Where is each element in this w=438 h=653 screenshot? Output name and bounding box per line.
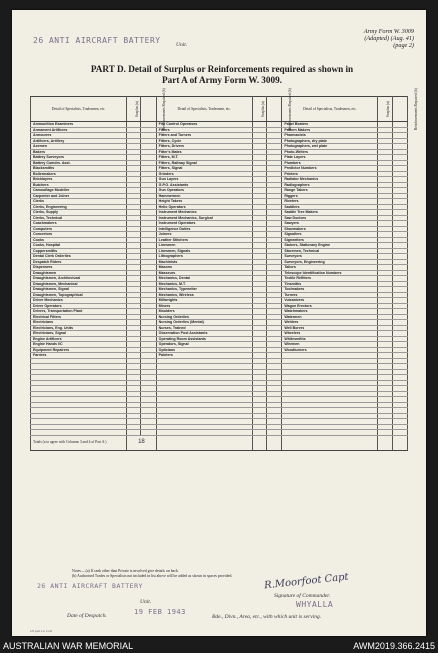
specialist-name: Bakers	[31, 149, 127, 155]
specialist-name: Welders	[282, 320, 378, 326]
header-surplus-2: Surplus (a)	[252, 97, 266, 122]
total-value: 18	[127, 435, 157, 450]
specialist-name: Joiners	[156, 232, 252, 238]
title-line2: Part A of Army Form W. 3009.	[162, 75, 282, 85]
specialist-name: Turners	[282, 292, 378, 298]
specialist-name: Panel Beaters	[282, 122, 378, 128]
specialist-name: Coppersmiths	[31, 248, 127, 254]
specialist-name: Opticians	[156, 347, 252, 353]
header-reinf-2: Reinforcements Required (b)	[267, 97, 282, 122]
header-spec-1: Detail of Specialists, Tradesmen, etc.	[31, 97, 127, 122]
specialist-name: Fitters	[156, 127, 252, 133]
specialist-name: Artificers, Artillery	[31, 138, 127, 144]
specialist-name: Electrical Fitters	[31, 314, 127, 320]
specialist-name: Observation Post Assistants	[156, 331, 252, 337]
specialist-name: Drivers, Transportation Plant	[31, 309, 127, 315]
form-title	[52, 64, 392, 85]
specialist-name: Intelligence Duties	[156, 226, 252, 232]
specialist-name: Despatch Riders	[31, 259, 127, 265]
specialist-name: Draughtsmen	[31, 270, 127, 276]
specialist-name: Moulders	[156, 309, 252, 315]
despatch-label: Date of Despatch.	[67, 613, 107, 619]
specialist-name: Wheelers	[282, 331, 378, 337]
specialist-name: Instrument Operators	[156, 221, 252, 227]
specialist-name: Linesmen	[156, 243, 252, 249]
specialist-name: Gun Operators	[156, 188, 252, 194]
specialist-name: Clerks, Supply	[31, 210, 127, 216]
specialist-name: Driver Mechanics	[31, 298, 127, 304]
specialist-name: Fitters, Drivers	[156, 144, 252, 150]
printer-mark: 123 pads a w. 11/41	[30, 630, 53, 633]
specialist-name: Mechanics, Typewriter	[156, 287, 252, 293]
specialist-name: Fitter's Mates	[156, 149, 252, 155]
form-sheet	[12, 10, 426, 636]
footer-institution: AUSTRALIAN WAR MEMORIAL	[3, 641, 134, 651]
specialist-name: Plumbers	[282, 160, 378, 166]
specialist-name: Tailors	[282, 265, 378, 271]
specialist-name: Grinders	[156, 171, 252, 177]
specialist-name: Armourers	[31, 133, 127, 139]
specialist-name: Painters	[156, 353, 252, 359]
form-ref-line3: (page 2)	[393, 42, 414, 49]
form-ref-line2: (Adapted) (Aug. 41)	[364, 35, 414, 42]
commander-signature: R.Moorfoot Capt	[263, 571, 350, 592]
specialists-table	[30, 88, 418, 451]
specialist-name: Textile Refitters	[282, 276, 378, 282]
specialist-name: Blacksmiths	[31, 166, 127, 172]
specialist-name: Photographers, wet plate	[282, 144, 378, 150]
specialist-name: Cooks	[31, 237, 127, 243]
signature-label: Signature of Commander.	[274, 593, 331, 599]
specialist-name: Engine Hands I/C	[31, 342, 127, 348]
specialist-name: Mechanics, M.T.	[156, 281, 252, 287]
specialist-name: Millwrights	[156, 298, 252, 304]
specialist-name: Battery Surveyors	[31, 155, 127, 161]
station-label: Bde., Divn., Area, etc., with which unit is serving.	[212, 614, 322, 620]
footer-accession: AWM2019.366.2415	[353, 641, 435, 651]
specialist-name: Dental Clerk Orderlies	[31, 254, 127, 260]
specialist-name: Range Takers	[282, 188, 378, 194]
header-spec-2: Detail of Specialists, Tradesmen, etc.	[156, 97, 252, 122]
specialist-name: Coachmakers	[31, 221, 127, 227]
specialist-name: Instrument Mechanics, Surgical	[156, 215, 252, 221]
specialist-name: Tinsmiths	[282, 281, 378, 287]
specialist-name: Ammunition Examiners	[31, 122, 127, 128]
specialist-name: Clerks, Engineering	[31, 204, 127, 210]
totals-cell	[252, 435, 266, 450]
specialist-name: Storemen, Technical	[282, 248, 378, 254]
specialist-name: Lithographers	[156, 254, 252, 260]
specialist-name: Leather Stitchers	[156, 237, 252, 243]
specialist-name: Shoemakers	[282, 226, 378, 232]
totals-cell	[392, 435, 407, 450]
specialist-name: Surveyors, Engineering	[282, 259, 378, 265]
specialist-name: Linesmen, Signals	[156, 248, 252, 254]
specialist-name: Sawyers	[282, 221, 378, 227]
specialist-name: Saw Doctors	[282, 215, 378, 221]
specialist-name: Photographers, dry plate	[282, 138, 378, 144]
specialist-name: Nursing Orderlies (Mental)	[156, 320, 252, 326]
station-stamp: WHYALLA	[296, 600, 334, 609]
totals-cell	[378, 435, 392, 450]
specialist-name: Machinists	[156, 259, 252, 265]
specialist-name: Watchmakers	[282, 309, 378, 315]
notes	[72, 569, 232, 579]
totals-cell	[282, 435, 378, 450]
note-a: Notes.—(a) If rank other than Private is involved give details on back.	[72, 569, 179, 573]
specialist-name: Wagon Erectors	[282, 303, 378, 309]
specialist-name: Fitters, Cycle	[156, 138, 252, 144]
specialist-name: Camouflage Modeller	[31, 188, 127, 194]
specialist-name: Masons	[156, 265, 252, 271]
specialist-name: Fitters, Railway Signal	[156, 160, 252, 166]
specialist-name: Pharmacists	[282, 133, 378, 139]
specialist-name: Woodturners	[282, 347, 378, 353]
note-b: (b) Authorised Trades or Specialists not included in list above will be added as shown in spaces provided.	[72, 574, 233, 578]
table-header-row	[31, 97, 408, 122]
unit-label: Unit.	[176, 42, 188, 48]
header-spec-3: Detail of Specialists, Tradesmen, etc.	[282, 97, 378, 122]
totals-cell	[267, 435, 282, 450]
specialist-name: Boilermakers	[31, 171, 127, 177]
form-ref-line1: Army Form W. 3009	[363, 28, 414, 35]
specialist-name: Photo-Writers	[282, 149, 378, 155]
specialist-name: Clerks, Technical	[31, 215, 127, 221]
specialist-name: Plate Layers	[282, 155, 378, 161]
specialist-name: Dispensers	[31, 265, 127, 271]
specialist-name: Armament Artificers	[31, 127, 127, 133]
specialist-name: Cooks, Hospital	[31, 243, 127, 249]
specialist-name: Butchers	[31, 182, 127, 188]
specialist-name: Riggers	[282, 193, 378, 199]
specialist-name: Miners	[156, 303, 252, 309]
totals-row	[31, 435, 408, 450]
specialist-name: Fitters, M.T.	[156, 155, 252, 161]
specialist-name: Predictor Numbers	[282, 166, 378, 172]
specialist-name: Vulcanizers	[282, 298, 378, 304]
specialist-name: Hammermen	[156, 193, 252, 199]
specialist-name: Stokers, Stationary Engine	[282, 243, 378, 249]
specialist-name: Saddle Tree Makers	[282, 210, 378, 216]
specialist-name: Gun Layers	[156, 177, 252, 183]
specialist-name: Fitters and Turners	[156, 133, 252, 139]
specialist-name: Mechanics, Wireless	[156, 292, 252, 298]
specialist-name: G.P.O. Assistants	[156, 182, 252, 188]
specialist-name: Battery Comdrs. Asst.	[31, 160, 127, 166]
specialist-name: Watermen	[282, 314, 378, 320]
specialist-name: Whitesmiths	[282, 336, 378, 342]
specialist-name: Electricians	[31, 320, 127, 326]
bottom-unit-label: Unit.	[140, 599, 152, 605]
specialist-name: Carpenter and Joiner	[31, 193, 127, 199]
specialist-name: Height Takers	[156, 199, 252, 205]
specialist-name: Fire Control Operators	[156, 122, 252, 128]
specialist-name: Signallers	[282, 232, 378, 238]
specialist-name: Masseurs	[156, 270, 252, 276]
specialist-name: Nursing Orderlies	[156, 314, 252, 320]
specialist-name: Operating Room Assistants	[156, 336, 252, 342]
specialist-name: Nurses, Trained	[156, 325, 252, 331]
specialist-name: Well Borers	[282, 325, 378, 331]
specialist-name: Signwriters	[282, 237, 378, 243]
header-reinf-1: Reinforcements Required (b)	[141, 97, 156, 122]
specialist-name: Electricians, Eng. Units	[31, 325, 127, 331]
specialist-name: Operators, Signal	[156, 342, 252, 348]
specialist-name: Engine Artificers	[31, 336, 127, 342]
bottom-unit-stamp: 26 ANTI AIRCRAFT BATTERY	[37, 582, 143, 590]
specialist-name: Draughtsmen, Mechanical	[31, 281, 127, 287]
specialist-name: Instrument Mechanics	[156, 210, 252, 216]
specialist-name: Farriers	[31, 353, 127, 359]
specialist-name: Toolmakers	[282, 287, 378, 293]
specialist-name: Riveters	[282, 199, 378, 205]
specialist-name: Helio Operators	[156, 204, 252, 210]
specialist-name: Radiographers	[282, 182, 378, 188]
specialist-name: Draughtsmen, Signal	[31, 287, 127, 293]
specialist-name: Telescope Identification Numbers	[282, 270, 378, 276]
specialist-name: Electricians, Signal	[31, 331, 127, 337]
form-reference	[364, 28, 414, 49]
specialist-name: Bricklayers	[31, 177, 127, 183]
specialist-name: Driver Operators	[31, 303, 127, 309]
specialist-name: Equipment Repairers	[31, 347, 127, 353]
specialist-name: Concretors	[31, 232, 127, 238]
specialist-name: Printers	[282, 171, 378, 177]
specialist-name: Computers	[31, 226, 127, 232]
specialist-name: Pattern Makers	[282, 127, 378, 133]
specialist-name: Clerks	[31, 199, 127, 205]
specialist-name: Draughtsmen, Topographical	[31, 292, 127, 298]
specialist-name: Saddlers	[282, 204, 378, 210]
specialist-name: Mechanics, Dental	[156, 276, 252, 282]
specialist-name: Radiator Mechanics	[282, 177, 378, 183]
totals-cell	[156, 435, 252, 450]
header-surplus-1: Surplus (a)	[127, 97, 141, 122]
specialist-name: Surveyors	[282, 254, 378, 260]
despatch-date-stamp: 19 FEB 1943	[134, 608, 186, 616]
specialist-name: Fitters, Signal	[156, 166, 252, 172]
specialist-name: Wiremen	[282, 342, 378, 348]
header-reinf-3: Reinforcements Required (b)	[392, 97, 407, 122]
title-line1: PART D. Detail of Surplus or Reinforcements required as shown in	[90, 64, 354, 74]
specialist-name: Draughtsmen, Architectural	[31, 276, 127, 282]
archive-footer	[0, 640, 438, 653]
unit-stamp: 26 ANTI AIRCRAFT BATTERY	[33, 36, 161, 45]
totals-label: Totals (a to agree with Columns 3 and 4 of Part A.)	[31, 435, 127, 450]
specialist-name: Axemen	[31, 144, 127, 150]
header-surplus-3: Surplus (a)	[378, 97, 392, 122]
